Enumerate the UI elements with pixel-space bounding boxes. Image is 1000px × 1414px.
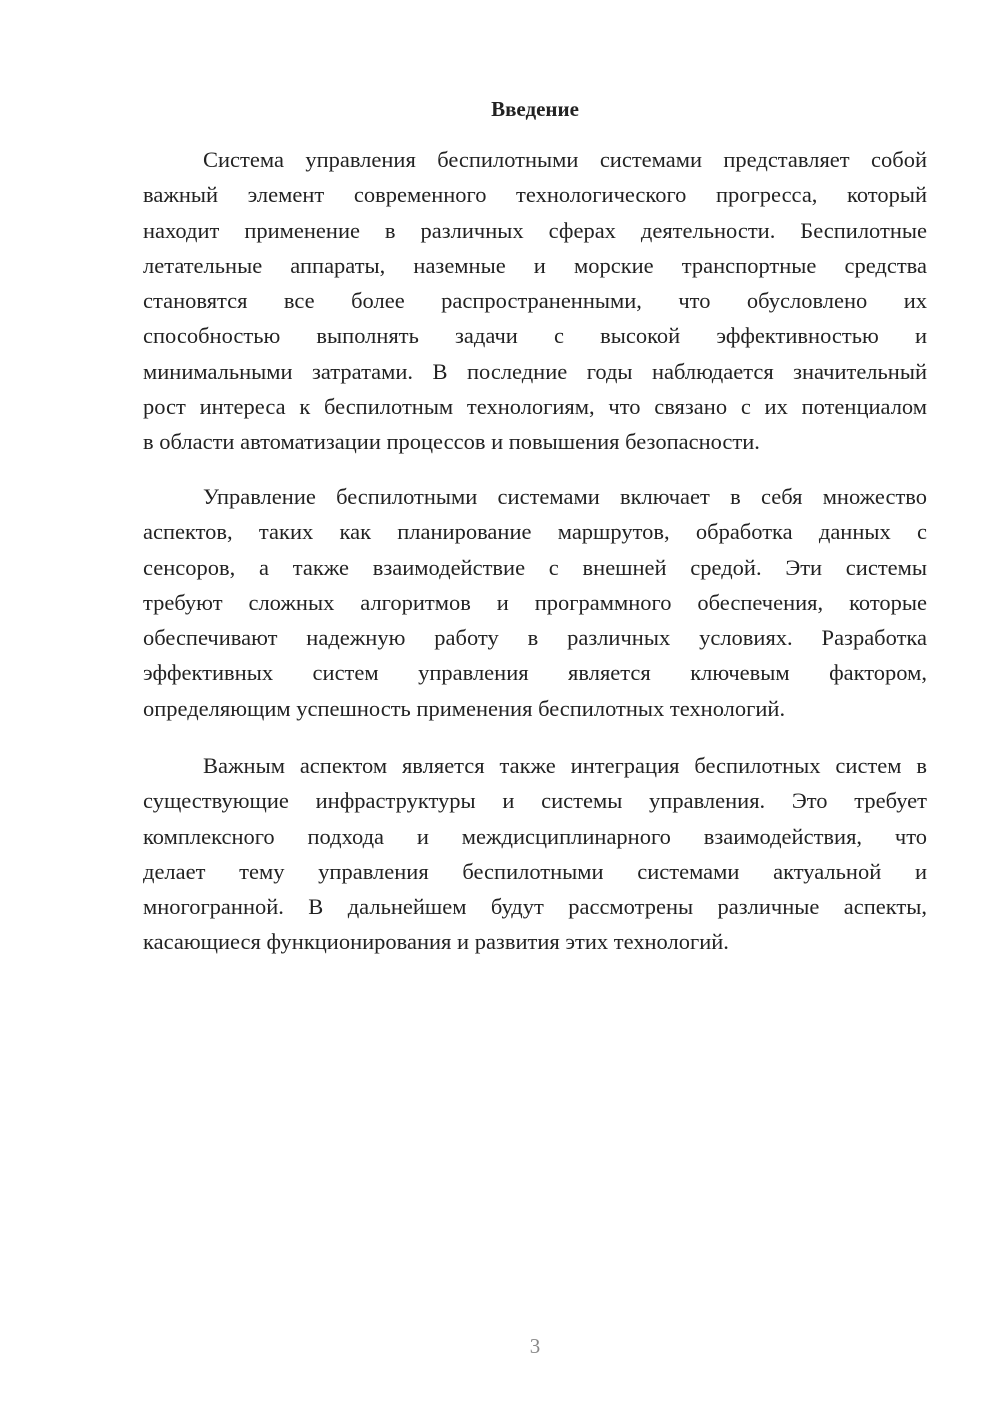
text-line: аспектов, таких как планирование маршрутов, обработка данных с (143, 519, 927, 545)
page-number: 3 (529, 1334, 541, 1358)
text-line: определяющим успешность применения беспилотных технологий. (143, 695, 786, 721)
text-line: летательные аппараты, наземные и морские транспортные средства (143, 252, 927, 278)
text-line: минимальными затратами. В последние годы наблюдается значительный (143, 358, 927, 384)
text-line: требуют сложных алгоритмов и программного обеспечения, которые (143, 589, 927, 615)
text-line: обеспечивают надежную работу в различных условиях. Разработка (143, 625, 927, 651)
text-line: Управление беспилотными системами включает в себя множество (203, 484, 927, 509)
text-line: Важным аспектом является также интеграция беспилотных систем в (203, 753, 927, 778)
section-title: Введение (491, 97, 579, 121)
paragraph-2 (143, 479, 927, 726)
text-line: комплексного подхода и междисциплинарного взаимодействия, что (143, 823, 927, 849)
text-line: находит применение в различных сферах деятельности. Беспилотные (143, 217, 927, 243)
text-line: способностью выполнять задачи с высокой эффективностью и (143, 323, 927, 349)
text-line: многогранной. В дальнейшем будут рассмотрены различные аспекты, (143, 894, 927, 920)
text-line: рост интереса к беспилотным технологиям, что связано с их потенциалом (143, 394, 927, 420)
text-line: касающиеся функционирования и развития этих технологий. (143, 929, 729, 955)
text-line: важный элемент современного технологического прогресса, который (143, 182, 927, 208)
paragraph-1 (143, 142, 927, 460)
text-line: сенсоров, а также взаимодействие с внешней средой. Эти системы (143, 554, 927, 580)
text-line: делает тему управления беспилотными системами актуальной и (143, 858, 927, 884)
text-line: эффективных систем управления является ключевым фактором, (143, 660, 927, 686)
text-line: становятся все более распространенными, что обусловлено их (143, 288, 927, 314)
paragraph-3 (143, 748, 927, 960)
text-line: существующие инфраструктуры и системы управления. Это требует (143, 788, 927, 814)
text-line: Система управления беспилотными системами представляет собой (203, 147, 927, 172)
text-line: в области автоматизации процессов и повышения безопасности. (143, 429, 760, 455)
